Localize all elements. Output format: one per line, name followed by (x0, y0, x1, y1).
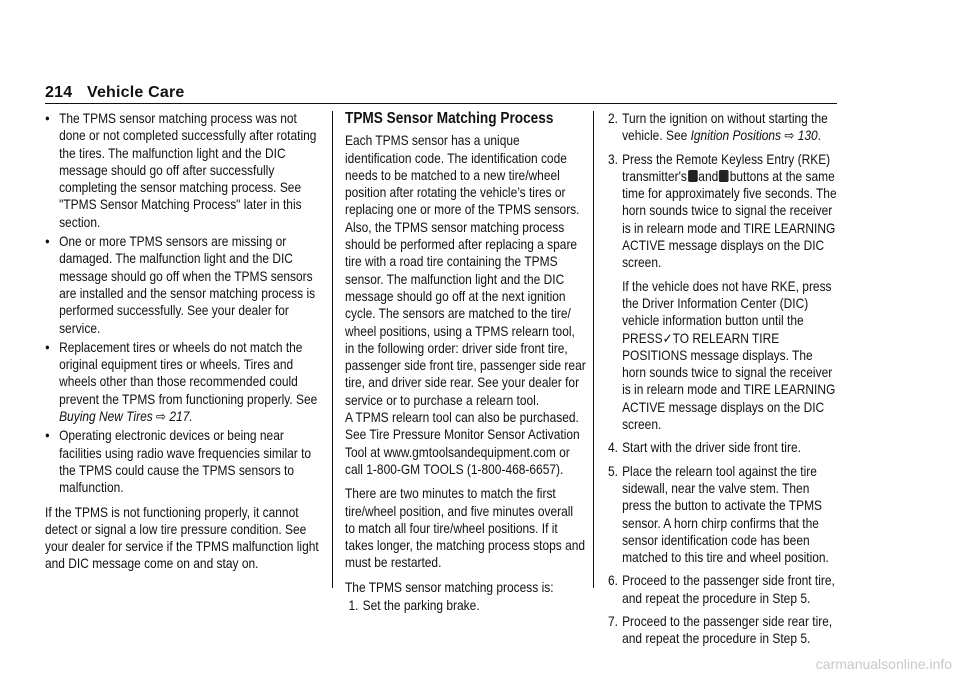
step-item (608, 151, 839, 272)
step-text: Proceed to the passenger side front tire, and repeat the procedure in Step 5. (622, 573, 835, 606)
step-note (608, 278, 839, 434)
step-item (608, 613, 839, 648)
paragraph: If the TPMS is not functioning properly, it cannot detect or signal a low tire pressure condition. See your dealer for service if the TPMS malfunction light and DIC message come on and stay on. (45, 504, 319, 572)
page-reference[interactable]: ⇨ 217. (156, 409, 193, 425)
step-text: and (698, 168, 719, 184)
column-2 (345, 110, 586, 620)
page-reference[interactable]: ⇨ 130 (784, 128, 818, 144)
step-number: 2. (608, 111, 618, 126)
column-divider-2 (593, 111, 594, 588)
unlock-button-icon (719, 170, 729, 182)
step-text: Set the parking brake. (362, 598, 480, 614)
section-title: Vehicle Care (86, 84, 185, 101)
header-rule (45, 103, 837, 104)
step-number: 4. (608, 440, 618, 456)
bullet-item: ● One or more TPMS sensors are missing or damaged. The malfunction light and the DIC message should go off when the TPMS sensors are installed and the sensor matching process is performed successfully. See your dealer for service. (45, 233, 320, 337)
step-text: Proceed to the passenger side rear tire, and repeat the procedure in Step 5. (622, 614, 833, 647)
step-item (345, 597, 586, 614)
step-text: Place the relearn tool against the tire sidewall, near the valve stem. Then press the button to activate the TPMS sensor. A horn chirp confirms that the sensor identification code has been matched to this tire and wheel position. (622, 463, 829, 566)
paragraph: The TPMS sensor matching process is: (345, 579, 554, 595)
step-number: 3. (608, 151, 618, 167)
note-text: If the vehicle does not have RKE, press the Driver Information Center (DIC) vehicle information button until the PRESS (622, 278, 832, 346)
step-text: Turn the ignition on without starting the vehicle. See (622, 111, 828, 144)
page-header (45, 84, 185, 102)
section-heading: TPMS Sensor Matching Process (345, 110, 554, 127)
watermark: carmanualsonline.info (815, 656, 952, 672)
step-number: 5. (608, 463, 618, 479)
paragraph: A TPMS relearn tool can also be purchased. See Tire Pressure Monitor Sensor Activation Tool at www.gmtoolsandequipment.com or call 1-800-GM TOOLS (1-800-468-6657). (345, 410, 580, 477)
paragraph: There are two minutes to match the first tire/wheel position, and five minutes overall to match all four tire/wheel positions. If it takes longer, the matching process stops and must be restarted. (345, 486, 586, 571)
cross-reference-link[interactable]: Ignition Positions (690, 128, 782, 144)
note-text: TO RELEARN TIRE POSITIONS message displays. The horn sounds twice to signal the receiver is in relearn mode and TIRE LEARNING ACTIVE message displays on the DIC screen. (622, 330, 836, 433)
bullet-text: Replacement tires or wheels do not match the original equipment tires or wheels. Tires and wheels other than those recommended could prevent the TPMS from functioning properly. See (59, 339, 318, 407)
cross-reference-link[interactable]: Buying New Tires (59, 409, 153, 425)
bullet-item: ● Operating electronic devices or being near facilities using radio wave frequencies similar to the TPMS could cause the TPMS sensors to malfunction. (45, 427, 320, 496)
column-3 (608, 110, 839, 654)
step-number: 6. (608, 573, 618, 589)
bullet-item (45, 339, 320, 425)
step-item (608, 463, 839, 567)
step-item (608, 110, 839, 145)
step-item (608, 439, 839, 456)
step-text: Press the Remote Keyless Entry (RKE) transmitter's (622, 151, 831, 184)
punctuation: . (817, 128, 822, 144)
checkmark-icon: ✓ (662, 330, 673, 346)
bullet-item: ● The TPMS sensor matching process was not done or not completed successfully after rotating the tires. The malfunction light and the DIC message should go off after successfully completing the sensor matching process. See "TPMS Sensor Matching Process" later in this section. (45, 110, 320, 231)
page-number: 214 (45, 84, 73, 101)
column-divider-1 (332, 111, 333, 588)
column-1 (45, 110, 320, 580)
step-text: buttons at the same time for approximately five seconds. The horn sounds twice to signal the receiver is in relearn mode and TIRE LEARNING ACTIVE message displays on the DIC screen. (622, 168, 837, 271)
lock-button-icon (688, 170, 698, 182)
step-item (608, 572, 839, 607)
step-number: 1. (348, 598, 359, 614)
step-text: Start with the driver side front tire. (622, 440, 801, 456)
paragraph: Each TPMS sensor has a unique identification code. The identification code needs to be matched to a new tire/wheel position after rotating the vehicle’s tires or replacing one or more of the TPMS sensors. Also, the TPMS sensor matching process should be performed after replacing a spare tire with a road tire containing the TPMS sensor. The malfunction light and the DIC message should go off at the next ignition cycle. The sensors are matched to the tire/ wheel positions, using a TPMS relearn tool, in the following order: driver side front tire, passenger side front tire, passenger side rear tire, and driver side rear. See your dealer for service or to purchase a relearn tool. (345, 133, 586, 408)
step-number: 7. (608, 614, 618, 630)
